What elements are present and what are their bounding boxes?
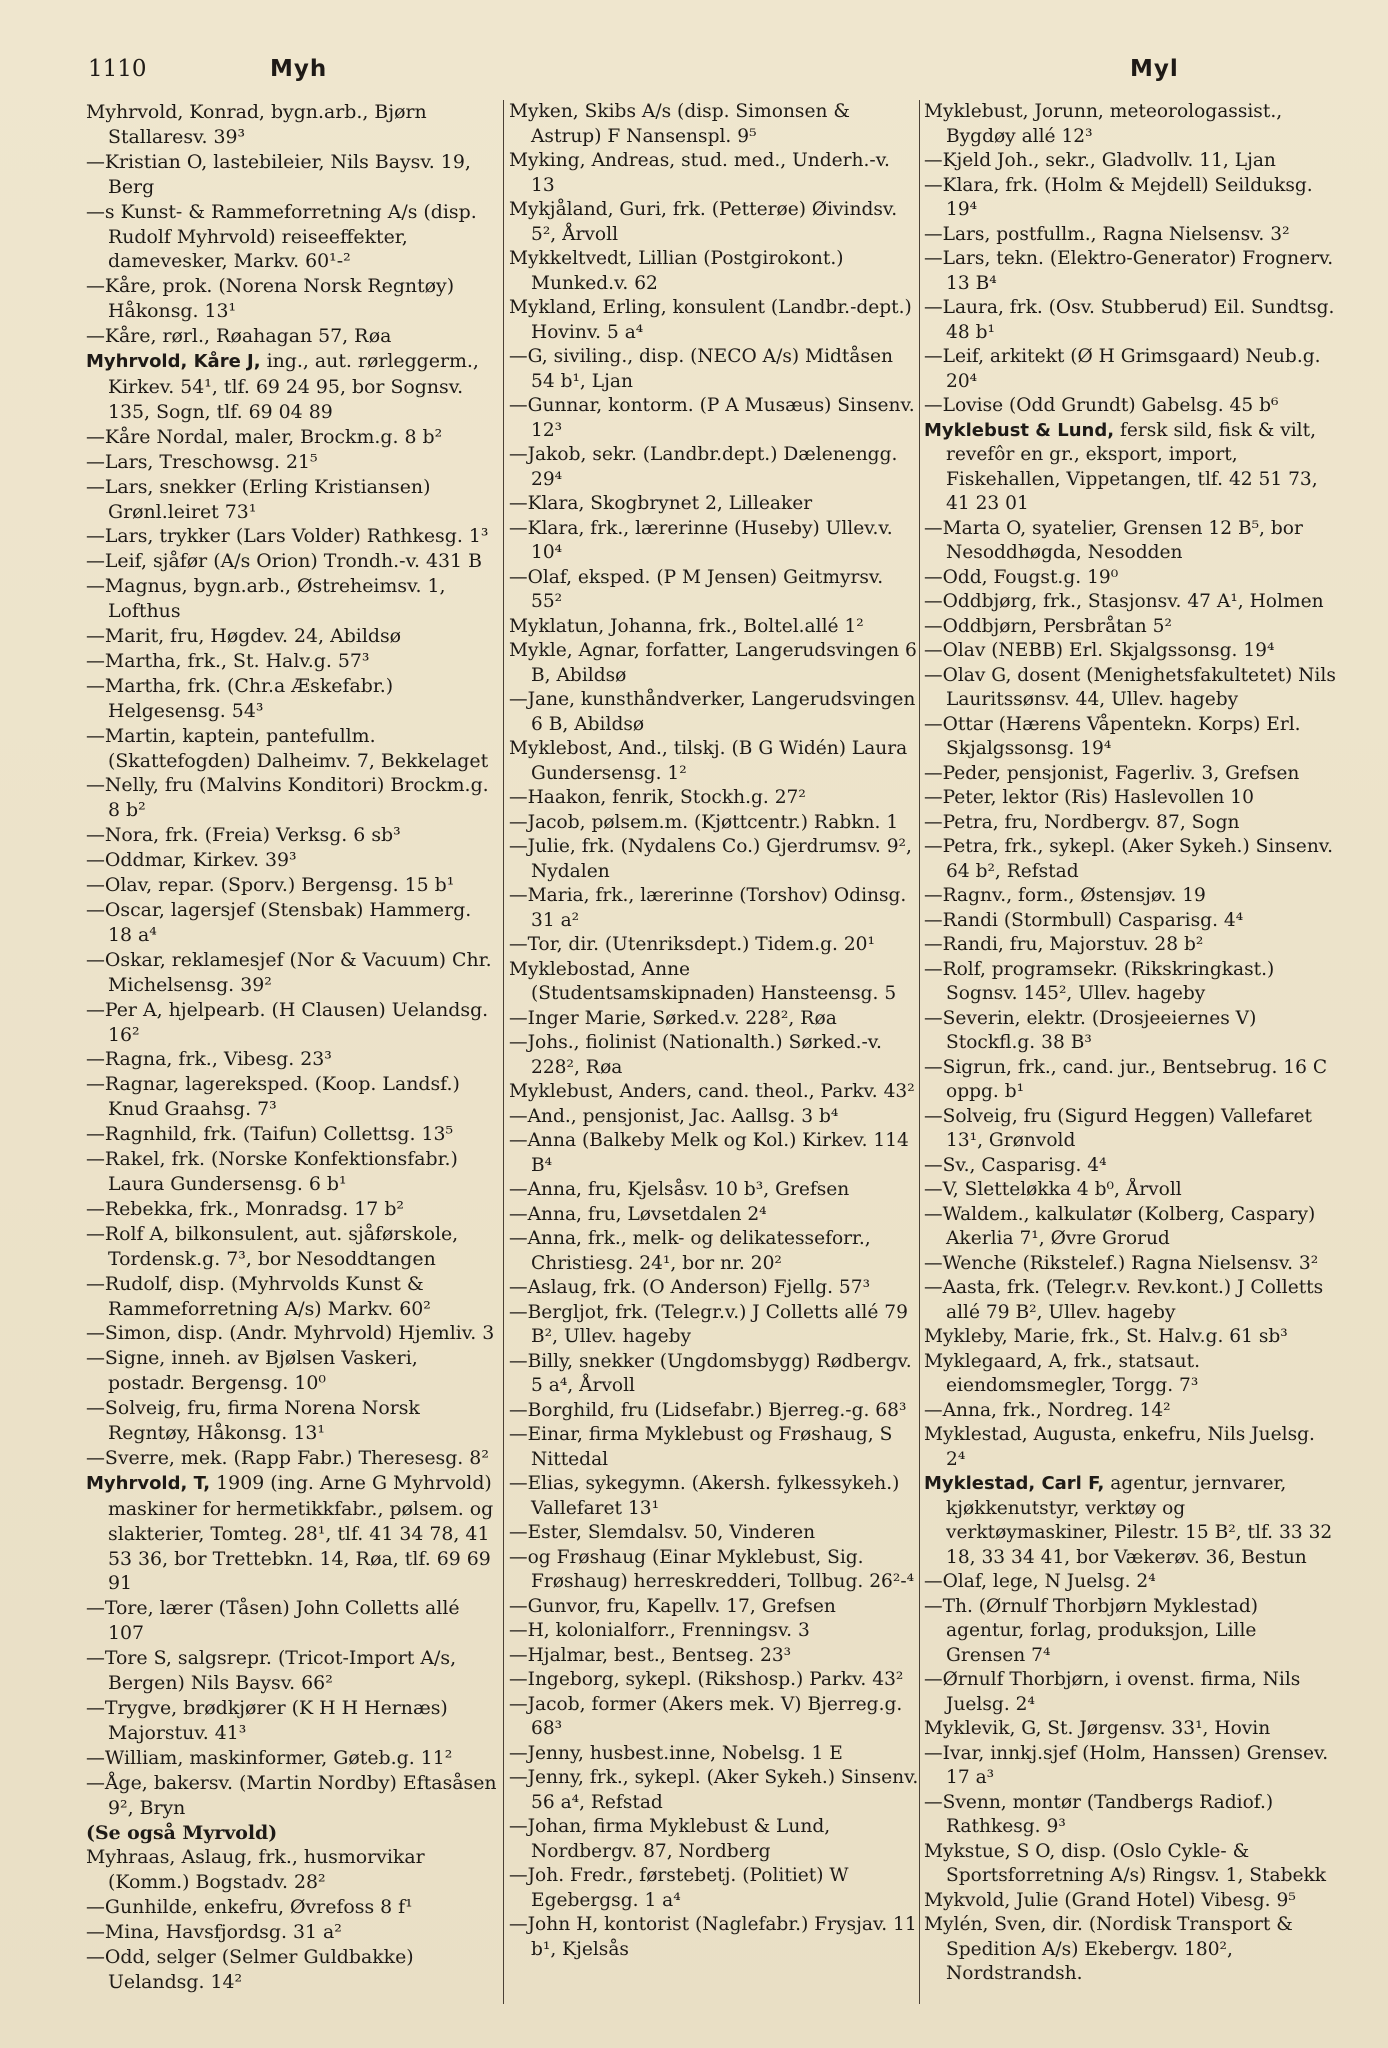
directory-entry bbox=[924, 419, 1336, 517]
entry-text: —Oscar, lagersjef (Stensbak) Hammerg. 18 a⁴ bbox=[86, 899, 472, 946]
entry-text: Myhraas, Aslaug, frk., husmorvikar (Komm.) Bogstadv. 28² bbox=[86, 1846, 425, 1894]
entry-text: —Lars, tekn. (Elektro-Generator) Frognerv. 13 B⁴ bbox=[924, 248, 1334, 294]
directory-entry bbox=[86, 1072, 498, 1122]
directory-entry bbox=[924, 149, 1336, 174]
entry-text: —Martin, kaptein, pantefullm. (Skattefogden) Dalheimv. 7, Bekkelaget bbox=[86, 724, 489, 772]
directory-entry bbox=[509, 1742, 919, 1767]
directory-entry bbox=[509, 517, 919, 566]
directory-entry bbox=[924, 1276, 1336, 1325]
entry-text: 1909 (ing. Arne G Myhrvold) maskiner for hermetikkfabr., pølsem. og slakterier, Tomteg. 28¹, tlf. 41 34 78, 41 53 36, bor Trettebkn. 14, Røa, tlf. 69 69 91 bbox=[108, 1471, 494, 1595]
entry-text: —Svenn, montør (Tandbergs Radiof.) Rathkesg. 9³ bbox=[924, 1791, 1274, 1837]
directory-entry bbox=[509, 1007, 919, 1032]
directory-entry bbox=[924, 1668, 1336, 1717]
directory-entry bbox=[509, 1276, 919, 1301]
column-2 bbox=[509, 100, 919, 1962]
entry-text: —Randi, fru, Majorstuv. 28 b² bbox=[924, 934, 1204, 955]
directory-entry bbox=[86, 150, 498, 200]
entry-text: —Waldem., kalkulatør (Kolberg, Caspary) Akerlia 7¹, Øvre Grorud bbox=[924, 1203, 1316, 1249]
directory-entry bbox=[86, 998, 498, 1048]
entry-text: —Anna, frk., melk- og delikatesseforr., Christiesg. 24¹, bor nr. 20² bbox=[509, 1228, 871, 1274]
entry-text: —Jenny, frk., sykepl. (Aker Sykeh.) Sinsenv. 56 a⁴, Refstad bbox=[509, 1767, 919, 1813]
directory-entry bbox=[924, 1325, 1336, 1350]
directory-entry bbox=[924, 713, 1336, 762]
entry-bold-name: Myhrvold, Kåre J, bbox=[86, 351, 261, 373]
entry-text: Myklevik, G, St. Jørgensv. 33¹, Hovin bbox=[924, 1718, 1271, 1739]
directory-entry bbox=[509, 149, 919, 198]
entry-text: —Peder, pensjonist, Fagerliv. 3, Grefsen bbox=[924, 762, 1300, 784]
entry-text: —Odd, selger (Selmer Guldbakke) Uelandsg. 14² bbox=[86, 1946, 414, 1993]
entry-text: —Kåre, prok. (Norena Norsk Regntøy) Håkonsg. 13¹ bbox=[86, 275, 455, 323]
entry-text: —Simon, disp. (Andr. Myhrvold) Hjemliv. 3 bbox=[86, 1322, 495, 1345]
entry-text: Mylén, Sven, dir. (Nordisk Transport & Spedition A/s) Ekebergv. 180², Nordstrandsh. bbox=[924, 1914, 1293, 1984]
directory-entry bbox=[509, 296, 919, 345]
directory-entry bbox=[924, 1595, 1336, 1669]
directory-entry bbox=[924, 1889, 1336, 1914]
entry-text: —William, maskinformer, Gøteb.g. 11² bbox=[86, 1746, 453, 1769]
entry-text: —Ragnar, lagereksped. (Koop. Landsf.) Knud Graahsg. 7³ bbox=[86, 1073, 460, 1121]
entry-text: —Ingeborg, sykepl. (Rikshosp.) Parkv. 43² bbox=[509, 1669, 904, 1690]
directory-entry bbox=[86, 1945, 498, 1995]
directory-entry bbox=[924, 1570, 1336, 1595]
directory-entry bbox=[509, 615, 919, 640]
directory-entry bbox=[924, 590, 1336, 615]
directory-entry bbox=[924, 296, 1336, 345]
entry-text: —Anna, fru, Løvsetdalen 2⁴ bbox=[509, 1203, 767, 1225]
entry-bold-name: Myhrvold, T, bbox=[86, 1472, 211, 1494]
directory-entry bbox=[86, 1920, 498, 1945]
directory-entry bbox=[86, 1895, 498, 1920]
directory-entry bbox=[509, 884, 919, 933]
directory-entry bbox=[86, 823, 498, 848]
entry-bold-name: Myklestad, Carl F, bbox=[924, 1473, 1105, 1494]
directory-entry bbox=[924, 345, 1336, 394]
directory-entry bbox=[924, 1178, 1336, 1203]
entry-text: —Jenny, husbest.inne, Nobelsg. 1 E bbox=[509, 1742, 843, 1764]
directory-entry bbox=[509, 835, 919, 884]
entry-text: fersk sild, fisk & vilt, revefôr en gr., eksport, import, Fiskehallen, Vippetangen, tlf. 42 51 73, 41 23 01 bbox=[946, 419, 1318, 514]
entry-text: —Oddbjørn, Persbråtan 5² bbox=[924, 615, 1172, 637]
entry-text: —Jacob, pølsem.m. (Kjøttcentr.) Rabkn. 1 bbox=[509, 811, 899, 833]
entry-text: —Johan, firma Myklebust & Lund, Nordbergv. 87, Nordberg bbox=[509, 1816, 831, 1862]
entry-text: —Jacob, former (Akers mek. V) Bjerreg.g. 68³ bbox=[509, 1693, 903, 1739]
directory-entry bbox=[924, 958, 1336, 1007]
entry-text: —Martha, frk., St. Halv.g. 57³ bbox=[86, 649, 370, 672]
directory-entry bbox=[86, 649, 498, 674]
directory-entry bbox=[86, 475, 498, 525]
entry-text: —Ester, Slemdalsv. 50, Vinderen bbox=[509, 1522, 816, 1543]
directory-entry bbox=[86, 1147, 498, 1197]
entry-text: —Anna, fru, Kjelsåsv. 10 b³, Grefsen bbox=[509, 1179, 850, 1200]
directory-entry bbox=[86, 349, 498, 425]
directory-entry bbox=[924, 884, 1336, 909]
directory-entry bbox=[509, 1423, 919, 1472]
entry-text: —Ivar, innkj.sjef (Holm, Hanssen) Grensev. 17 a³ bbox=[924, 1742, 1329, 1788]
entry-text: —Kåre Nordal, maler, Brockm.g. 8 b² bbox=[86, 425, 443, 448]
entry-text: —Bergljot, frk. (Telegr.v.) J Colletts allé 79 B², Ullev. hageby bbox=[509, 1301, 908, 1347]
directory-entry bbox=[509, 1693, 919, 1742]
directory-entry bbox=[86, 1222, 498, 1272]
directory-entry bbox=[509, 786, 919, 811]
entry-text: —Trygve, brødkjører (K H H Hernæs) Majorstuv. 41³ bbox=[86, 1697, 448, 1744]
directory-entry bbox=[86, 948, 498, 998]
entry-text: —Oskar, reklamesjef (Nor & Vacuum) Chr. Michelsensg. 39² bbox=[86, 948, 492, 996]
entry-text: —Th. (Ørnulf Thorbjørn Myklestad) agentur, forlag, produksjon, Lille Grensen 7⁴ bbox=[924, 1595, 1258, 1666]
directory-entry bbox=[509, 247, 919, 296]
entry-text: —Jane, kunsthåndverker, Langerudsvingen 6 B, Abildsø bbox=[509, 689, 916, 735]
directory-entry bbox=[86, 1646, 498, 1696]
directory-entry bbox=[86, 1845, 498, 1895]
directory-entry bbox=[509, 1129, 919, 1178]
directory-entry bbox=[509, 1619, 919, 1644]
entry-text: —Ragna, frk., Vibesg. 23³ bbox=[86, 1048, 332, 1071]
entry-text: —Ragnv., form., Østensjøv. 19 bbox=[924, 885, 1206, 906]
entry-text: —Jakob, sekr. (Landbr.dept.) Dælenengg. 29⁴ bbox=[509, 444, 898, 490]
directory-entry bbox=[509, 639, 919, 688]
entry-text: —Aasta, frk. (Telegr.v. Rev.kont.) J Colletts allé 79 B², Ullev. hageby bbox=[924, 1277, 1324, 1323]
entry-text: Mykstue, S O, disp. (Oslo Cykle- & Sportsforretning A/s) Ringsv. 1, Stabekk bbox=[924, 1840, 1327, 1886]
entry-text: —Oddmar, Kirkev. 39³ bbox=[86, 849, 297, 872]
entry-text: —Solveig, fru, firma Norena Norsk Regntøy, Håkonsg. 13¹ bbox=[86, 1397, 420, 1445]
directory-entry bbox=[924, 639, 1336, 664]
entry-text: —Magnus, bygn.arb., Østreheimsv. 1, Lofthus bbox=[86, 575, 446, 623]
entry-text: —Rebekka, frk., Monradsg. 17 b² bbox=[86, 1197, 404, 1220]
entry-text: Myklegaard, A, frk., statsaut. eiendomsmegler, Torgg. 7³ bbox=[924, 1350, 1201, 1396]
entry-bold-name: Myklebust & Lund, bbox=[924, 419, 1115, 441]
directory-entry bbox=[924, 762, 1336, 787]
entry-text: —Olaf, eksped. (P M Jensen) Geitmyrsv. 55² bbox=[509, 566, 884, 612]
directory-entry bbox=[86, 624, 498, 649]
directory-entry bbox=[86, 425, 498, 450]
entry-text: Myking, Andreas, stud. med., Underh.-v. 13 bbox=[509, 150, 890, 196]
entry-text: Mykkeltvedt, Lillian (Postgirokont.) Munked.v. 62 bbox=[509, 248, 844, 294]
entry-text: —Tore S, salgsrepr. (Tricot-Import A/s, Bergen) Nils Baysv. 66² bbox=[86, 1647, 457, 1695]
directory-entry bbox=[509, 1227, 919, 1276]
entry-text: Myklestad, Augusta, enkefru, Nils Juelsg. 2⁴ bbox=[924, 1424, 1315, 1470]
entry-text: —Klara, frk. (Holm & Mejdell) Seilduksg. 19⁴ bbox=[924, 174, 1313, 220]
entry-text: —Gunvor, fru, Kapellv. 17, Grefsen bbox=[509, 1595, 836, 1617]
directory-entry bbox=[924, 1791, 1336, 1840]
entry-text: Mykland, Erling, konsulent (Landbr.-dept.) Hovinv. 5 a⁴ bbox=[509, 297, 912, 343]
directory-entry bbox=[86, 1821, 498, 1846]
entry-text: —Tore, lærer (Tåsen) John Colletts allé 107 bbox=[86, 1597, 460, 1645]
directory-entry bbox=[924, 664, 1336, 713]
directory-entry bbox=[924, 811, 1336, 836]
entry-text: —Tor, dir. (Utenriksdept.) Tidem.g. 20¹ bbox=[509, 934, 875, 955]
entry-text: —Klara, Skogbrynet 2, Lilleaker bbox=[509, 493, 813, 514]
directory-entry bbox=[86, 450, 498, 475]
directory-entry bbox=[86, 1771, 498, 1821]
column-1 bbox=[86, 100, 498, 1995]
entry-text: —Rakel, frk. (Norske Konfektionsfabr.) Laura Gundersensg. 6 b¹ bbox=[86, 1148, 458, 1195]
entry-text: Myklebostad, Anne (Studentsamskipnaden) Hansteensg. 5 bbox=[509, 958, 897, 1004]
entry-text: —Inger Marie, Sørked.v. 228², Røa bbox=[509, 1007, 837, 1029]
directory-entry bbox=[924, 933, 1336, 958]
directory-entry bbox=[86, 773, 498, 823]
entry-text: Mykvold, Julie (Grand Hotel) Vibesg. 9⁵ bbox=[924, 1889, 1296, 1911]
entry-text: Myklebost, And., tilskj. (B G Widén) Laura Gundersensg. 1² bbox=[509, 738, 908, 784]
entry-text: —Signe, inneh. av Bjølsen Vaskeri, postadr. Bergensg. 10⁰ bbox=[86, 1347, 418, 1395]
directory-entry bbox=[86, 1396, 498, 1446]
entry-text: —Rudolf, disp. (Myhrvolds Kunst & Rammeforretning A/s) Markv. 60² bbox=[86, 1272, 431, 1320]
directory-entry bbox=[509, 198, 919, 247]
directory-entry bbox=[924, 1350, 1336, 1399]
entry-text: —Lars, trykker (Lars Volder) Rathkesg. 1³ bbox=[86, 525, 489, 548]
directory-entry bbox=[86, 200, 498, 275]
entry-text: —Gunhilde, enkefru, Øvrefoss 8 f¹ bbox=[86, 1896, 413, 1919]
left-running-head: Myh bbox=[270, 56, 328, 82]
entry-text: —Johs., fiolinist (Nationalth.) Sørked.-v. 228², Røa bbox=[509, 1032, 882, 1078]
directory-entry bbox=[924, 1007, 1336, 1056]
directory-entry bbox=[86, 574, 498, 624]
directory-entry bbox=[86, 1321, 498, 1346]
entry-text: —Hjalmar, best., Bentseg. 23³ bbox=[509, 1644, 792, 1666]
entry-text: (Se også Myrvold) bbox=[86, 1821, 278, 1844]
entry-text: —John H, kontorist (Naglefabr.) Frysjav. 11 b¹, Kjelsås bbox=[509, 1914, 917, 1960]
entry-text: —And., pensjonist, Jac. Aallsg. 3 b⁴ bbox=[509, 1105, 839, 1127]
directory-entry bbox=[924, 1105, 1336, 1154]
entry-text: —V, Sletteløkka 4 b⁰, Årvoll bbox=[924, 1179, 1182, 1200]
directory-entry bbox=[509, 1031, 919, 1080]
entry-text: —Ørnulf Thorbjørn, i ovenst. firma, Nils Juelsg. 2⁴ bbox=[924, 1669, 1301, 1715]
directory-entry bbox=[924, 1423, 1336, 1472]
entry-text: —Kåre, rørl., Røahagan 57, Røa bbox=[86, 325, 392, 348]
directory-entry bbox=[924, 1717, 1336, 1742]
entry-text: —Odd, Fougst.g. 19⁰ bbox=[924, 566, 1119, 588]
entry-text: Myken, Skibs A/s (disp. Simonsen & Astrup) F Nansenspl. 9⁵ bbox=[509, 101, 850, 147]
column-divider bbox=[503, 100, 504, 2004]
entry-text: —Marit, fru, Høgdev. 24, Abildsø bbox=[86, 625, 402, 648]
entry-text: —Gunnar, kontorm. (P A Musæus) Sinsenv. 12³ bbox=[509, 395, 915, 441]
directory-entry bbox=[509, 958, 919, 1007]
directory-entry bbox=[509, 1595, 919, 1620]
directory-entry bbox=[509, 345, 919, 394]
directory-entry bbox=[509, 1913, 919, 1962]
directory-entry bbox=[924, 1399, 1336, 1424]
directory-entry bbox=[924, 1154, 1336, 1179]
entry-text: —Nelly, fru (Malvins Konditori) Brockm.g. 8 b² bbox=[86, 774, 489, 822]
entry-text: —Lovise (Odd Grundt) Gabelsg. 45 b⁶ bbox=[924, 395, 1279, 416]
directory-entry bbox=[509, 1546, 919, 1595]
entry-text: —Rolf A, bilkonsulent, aut. sjåførskole, Tordensk.g. 7³, bor Nesoddtangen bbox=[86, 1222, 459, 1270]
directory-entry bbox=[509, 1521, 919, 1546]
entry-text: —Sigrun, frk., cand. jur., Bentsebrug. 16 C oppg. b¹ bbox=[924, 1056, 1328, 1102]
directory-entry bbox=[509, 1105, 919, 1130]
entry-text: —Oddbjørg, frk., Stasjonsv. 47 A¹, Holmen bbox=[924, 591, 1324, 612]
entry-text: —Julie, frk. (Nydalens Co.) Gjerdrumsv. 9², Nydalen bbox=[509, 836, 912, 882]
directory-entry bbox=[509, 100, 919, 149]
directory-entry bbox=[86, 524, 498, 549]
entry-text: —Aslaug, frk. (O Anderson) Fjellg. 57³ bbox=[509, 1277, 871, 1298]
directory-entry bbox=[924, 1203, 1336, 1252]
entry-text: —Åge, bakersv. (Martin Nordby) Eftasåsen 9², Bryn bbox=[86, 1771, 497, 1819]
entry-text: —G, siviling., disp. (NECO A/s) Midtåsen 54 b¹, Ljan bbox=[509, 346, 894, 392]
directory-entry bbox=[86, 100, 498, 150]
directory-entry bbox=[509, 1472, 919, 1521]
entry-text: Myklebust, Jorunn, meteorologassist., Bygdøy allé 12³ bbox=[924, 101, 1283, 147]
directory-entry bbox=[86, 1047, 498, 1072]
entry-text: —Leif, sjåfør (A/s Orion) Trondh.-v. 431 B bbox=[86, 550, 482, 573]
directory-entry bbox=[509, 492, 919, 517]
directory-entry bbox=[86, 674, 498, 724]
page-number: 1110 bbox=[88, 56, 147, 82]
entry-text: —Sverre, mek. (Rapp Fabr.) Theresesg. 8² bbox=[86, 1446, 489, 1469]
entry-text: —Leif, arkitekt (Ø H Grimsgaard) Neub.g. 20⁴ bbox=[924, 346, 1321, 392]
entry-text: Mykleby, Marie, frk., St. Halv.g. 61 sb³ bbox=[924, 1326, 1288, 1347]
directory-entry bbox=[86, 1197, 498, 1222]
directory-entry bbox=[509, 933, 919, 958]
directory-entry bbox=[86, 898, 498, 948]
entry-text: —Maria, frk., lærerinne (Torshov) Odinsg. 31 a² bbox=[509, 885, 907, 931]
entry-text: —Ragnhild, frk. (Taifun) Collettsg. 13⁵ bbox=[86, 1123, 454, 1146]
entry-text: —H, kolonialforr., Frenningsv. 3 bbox=[509, 1620, 810, 1641]
directory-entry bbox=[509, 1668, 919, 1693]
entry-text: —Anna, frk., Nordreg. 14² bbox=[924, 1399, 1171, 1421]
entry-text: —Anna (Balkeby Melk og Kol.) Kirkev. 114 B⁴ bbox=[509, 1130, 909, 1176]
entry-text: —Lars, postfullm., Ragna Nielsensv. 3² bbox=[924, 223, 1290, 245]
entry-text: —Olav (NEBB) Erl. Skjalgssonsg. 19⁴ bbox=[924, 640, 1275, 661]
entry-text: —og Frøshaug (Einar Myklebust, Sig. Frøshaug) herreskredderi, Tollbug. 26²-⁴ bbox=[509, 1546, 915, 1592]
entry-text: Myklebust, Anders, cand. theol., Parkv. 43² bbox=[509, 1081, 915, 1102]
directory-entry bbox=[924, 1742, 1336, 1791]
directory-entry bbox=[924, 615, 1336, 640]
entry-text: —s Kunst- & Rammeforretning A/s (disp. Rudolf Myhrvold) reiseeffekter, damevesker, Markv. 60¹-² bbox=[86, 200, 477, 273]
directory-entry bbox=[924, 1913, 1336, 1987]
entry-text: —Olav G, dosent (Menighetsfakultetet) Nils Lauritssønsv. 44, Ullev. hageby bbox=[924, 664, 1336, 710]
directory-entry bbox=[509, 1399, 919, 1424]
directory-entry bbox=[924, 1472, 1336, 1570]
directory-entry bbox=[86, 873, 498, 898]
entry-text: —Ottar (Hærens Våpentekn. Korps) Erl. Skjalgssonsg. 19⁴ bbox=[924, 713, 1301, 759]
entry-text: —Nora, frk. (Freia) Verksg. 6 sb³ bbox=[86, 824, 401, 847]
directory-entry bbox=[924, 786, 1336, 811]
entry-text: —Petra, fru, Nordbergv. 87, Sogn bbox=[924, 811, 1240, 833]
entry-text: —Haakon, fenrik, Stockh.g. 27² bbox=[509, 787, 806, 808]
directory-entry bbox=[924, 909, 1336, 934]
directory-entry bbox=[509, 688, 919, 737]
entry-text: —Laura, frk. (Osv. Stubberud) Eil. Sundtsg. 48 b¹ bbox=[924, 297, 1335, 343]
directory-entry bbox=[86, 1746, 498, 1771]
directory-entry bbox=[509, 1766, 919, 1815]
directory-entry bbox=[509, 1350, 919, 1399]
directory-entry bbox=[509, 1864, 919, 1913]
entry-text: —Borghild, fru (Lidsefabr.) Bjerreg.-g. 68³ bbox=[509, 1399, 907, 1421]
directory-entry bbox=[86, 274, 498, 324]
column-divider bbox=[919, 100, 920, 2004]
right-running-head: Myl bbox=[1130, 56, 1179, 82]
entry-text: —Klara, frk., lærerinne (Huseby) Ullev.v. 10⁴ bbox=[509, 517, 893, 563]
entry-text: —Petra, frk., sykepl. (Aker Sykeh.) Sinsenv. 64 b², Refstad bbox=[924, 836, 1333, 882]
directory-entry bbox=[86, 549, 498, 574]
entry-text: —Kristian O, lastebileier, Nils Baysv. 19, Berg bbox=[86, 150, 471, 198]
directory-entry bbox=[924, 100, 1336, 149]
entry-text: —Lars, Treschowsg. 21⁵ bbox=[86, 450, 318, 473]
directory-entry bbox=[509, 1203, 919, 1228]
directory-entry bbox=[86, 1272, 498, 1322]
entry-text: —Olaf, lege, N Juelsg. 2⁴ bbox=[924, 1571, 1156, 1592]
entry-text: ing., aut. rørleggerm., Kirkev. 54¹, tlf. 69 24 95, bor Sognsv. 135, Sogn, tlf. 69 04 89 bbox=[108, 350, 479, 423]
directory-entry bbox=[86, 1446, 498, 1471]
entry-text: Myklatun, Johanna, frk., Boltel.allé 1² bbox=[509, 615, 864, 637]
directory-entry bbox=[509, 443, 919, 492]
directory-entry bbox=[86, 724, 498, 774]
directory-entry bbox=[509, 1815, 919, 1864]
directory-entry bbox=[509, 1178, 919, 1203]
directory-entry bbox=[509, 394, 919, 443]
entry-text: —Billy, snekker (Ungdomsbygg) Rødbergv. 5 a⁴, Årvoll bbox=[509, 1350, 912, 1396]
directory-entry bbox=[924, 174, 1336, 223]
entry-text: —Elias, sykegymn. (Akersh. fylkessykeh.) Vallefaret 13¹ bbox=[509, 1473, 900, 1519]
directory-entry bbox=[509, 566, 919, 615]
directory-entry bbox=[86, 1122, 498, 1147]
directory-entry bbox=[924, 1840, 1336, 1889]
entry-text: —Kjeld Joh., sekr., Gladvollv. 11, Ljan bbox=[924, 150, 1276, 171]
directory-entry bbox=[86, 1696, 498, 1746]
directory-entry bbox=[509, 1301, 919, 1350]
entry-text: —Sv., Casparisg. 4⁴ bbox=[924, 1154, 1107, 1176]
entry-text: Mykle, Agnar, forfatter, Langerudsvingen 6 B, Abildsø bbox=[509, 640, 917, 686]
directory-entry bbox=[924, 1056, 1336, 1105]
entry-text: —Randi (Stormbull) Casparisg. 4⁴ bbox=[924, 909, 1244, 931]
directory-entry bbox=[86, 848, 498, 873]
entry-text: —Severin, elektr. (Drosjeeiernes V) Stockfl.g. 38 B³ bbox=[924, 1007, 1257, 1053]
entry-text: —Olav, repar. (Sporv.) Bergensg. 15 b¹ bbox=[86, 874, 455, 897]
directory-entry bbox=[924, 566, 1336, 591]
entry-text: Mykjåland, Guri, frk. (Petterøe) Øivindsv. 5², Årvoll bbox=[509, 199, 898, 245]
directory-entry bbox=[509, 1080, 919, 1105]
directory-entry bbox=[86, 1346, 498, 1396]
entry-text: —Marta O, syatelier, Grensen 12 B⁵, bor Nesoddhøgda, Nesodden bbox=[924, 517, 1303, 563]
directory-entry bbox=[509, 737, 919, 786]
directory-entry bbox=[86, 1471, 498, 1597]
directory-entry bbox=[509, 1644, 919, 1669]
entry-text: —Per A, hjelpearb. (H Clausen) Uelandsg. 16² bbox=[86, 998, 489, 1046]
column-3 bbox=[924, 100, 1336, 1987]
entry-text: —Lars, snekker (Erling Kristiansen) Grønl.leiret 73¹ bbox=[86, 475, 431, 523]
directory-entry bbox=[924, 835, 1336, 884]
entry-text: —Solveig, fru (Sigurd Heggen) Vallefaret 13¹, Grønvold bbox=[924, 1105, 1313, 1151]
entry-text: —Einar, firma Myklebust og Frøshaug, S Nittedal bbox=[509, 1424, 893, 1470]
entry-text: —Rolf, programsekr. (Rikskringkast.) Sognsv. 145², Ullev. hageby bbox=[924, 958, 1275, 1004]
directory-entry bbox=[924, 247, 1336, 296]
directory-entry bbox=[86, 324, 498, 349]
directory-entry bbox=[86, 1596, 498, 1646]
entry-text: Myhrvold, Konrad, bygn.arb., Bjørn Stallaresv. 39³ bbox=[86, 101, 427, 148]
entry-text: —Wenche (Rikstelef.) Ragna Nielsensv. 3² bbox=[924, 1252, 1319, 1274]
directory-entry bbox=[924, 223, 1336, 248]
entry-text: —Peter, lektor (Ris) Haslevollen 10 bbox=[924, 787, 1254, 808]
entry-text: —Joh. Fredr., førstebetj. (Politiet) W Egebergsg. 1 a⁴ bbox=[509, 1865, 849, 1911]
directory-entry bbox=[924, 517, 1336, 566]
directory-entry bbox=[924, 1252, 1336, 1277]
entry-text: —Martha, frk. (Chr.a Æskefabr.) Helgesensg. 54³ bbox=[86, 674, 394, 722]
directory-entry bbox=[509, 811, 919, 836]
entry-text: agentur, jernvarer, kjøkkenutstyr, verktøy og verktøymaskiner, Pilestr. 15 B², tlf. 33 32 18, 33 34 41, bor Vækerøv. 36, Bestun bbox=[946, 1473, 1333, 1568]
entry-text: —Mina, Havsfjordsg. 31 a² bbox=[86, 1921, 342, 1944]
directory-entry bbox=[924, 394, 1336, 419]
